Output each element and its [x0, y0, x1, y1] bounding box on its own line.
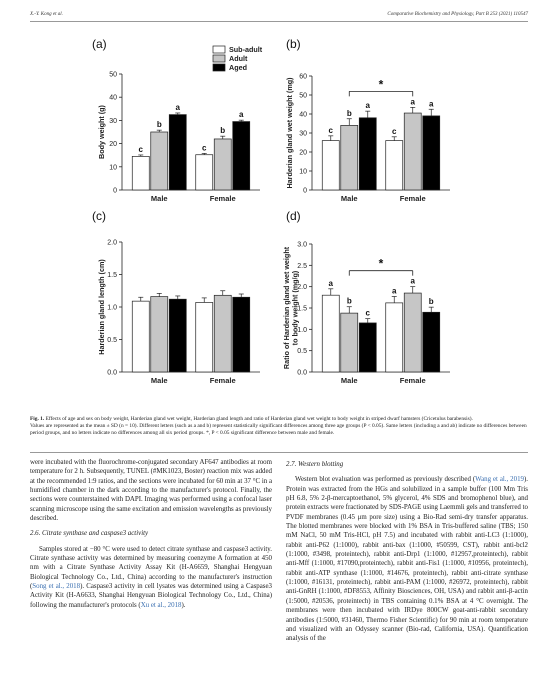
- y-tick-label: 2.5: [297, 262, 307, 270]
- running-header-journal: Comparative Biochemistry and Physiology, Part B 253 (2021) 110547: [387, 12, 528, 17]
- chart-panel-4: [282, 209, 450, 385]
- y-tick-label: 0.5: [107, 337, 117, 344]
- significance-letter: b: [428, 297, 434, 307]
- y-tick-label: 30: [109, 117, 117, 125]
- bar: [359, 118, 376, 190]
- y-tick-label: 60: [299, 73, 307, 81]
- y-tick-label: 2.0: [107, 239, 117, 247]
- panel-label: (a): [92, 37, 107, 51]
- bar: [151, 297, 168, 372]
- significance-letter: a: [429, 99, 434, 109]
- legend-label: Adult: [229, 54, 248, 63]
- significance-letter: c: [202, 143, 207, 153]
- legend-label: Aged: [229, 63, 247, 72]
- section-heading-2-7: 2.7. Western blotting: [286, 461, 344, 468]
- significance-letter: c: [392, 126, 397, 136]
- chart-panel-2: [285, 37, 450, 203]
- bar: [196, 302, 213, 372]
- x-tick-label: Male: [340, 376, 358, 385]
- chart-panel-3: [92, 209, 260, 385]
- citation-link[interactable]: Song et al., 2018: [32, 583, 81, 591]
- significance-letter: a: [410, 276, 415, 286]
- y-tick-label: 40: [109, 94, 117, 102]
- panel-label: (b): [286, 37, 301, 51]
- significance-letter: a: [365, 101, 370, 111]
- right-column: [286, 458, 528, 644]
- bar: [169, 115, 186, 190]
- significance-letter: a: [392, 286, 397, 296]
- bar: [196, 155, 213, 190]
- caption-label: Fig. 1.: [30, 416, 45, 422]
- figure-1: [0, 24, 558, 424]
- figure-legend: [213, 45, 263, 72]
- paragraph: were incubated with the fluorochrome-conjugated secondary AF647 antibodies at room temperature for 2 h. Subsequently, TUNEL (#MK1023, Boster) reaction mix was added at the recommended 1:9 ratios, and the sections were incubated for 60 min at 37 °C in a humidified chamber in the dark according to the manufacturer's protocol. Finally, the sections were counterstained with DAPI. Imaging was performed using a confocal laser scanning microscope using the same excitation and emission wavelengths as previously described.: [30, 459, 272, 523]
- significance-letter: a: [175, 102, 180, 112]
- bar: [404, 113, 421, 190]
- y-axis-label: Harderian gland length (cm): [97, 259, 106, 355]
- legend-swatch: [213, 46, 225, 53]
- paragraph: Western blot evaluation was performed as previously described (Wang et al., 2019). Protein was extracted from the HGs and solubilized in a sample buffer (100 Mm Tris pH 6.8, 5% 2-β-mercaptoethanol, 5% glycerol, 4% SDS and bromophenol blue), and protein extracts were fractionated by SDS-PAGE using Laemmli gels and transferred to PVDF membranes (0.45 μm pore size) using a Bio-Rad semi-dry transfer apparatus. The blotted membranes were blocked with 1% BSA in Tris-buffered saline (TBS; 150 mM NaCl, 50 mM Tris-HCl, pH 7.5) and incubated with rabbit anti-LC3 (1:1000), rabbit anti-P62 (1:1000), rabbit anti-bax (1:1000, #50599, CST), rabbit anti-bcl2 (1:1000, #3498, proteintech), rabbit anti-Drp1 (1:1000, #12957,proteintech), rabbit anti-Mff (1:1000, #17090,proteintech), rabbit anti-Fis1 (1:1000, #10956, proteintech), rabbit anti-ATP synthase (1:1000, #14676, proteintech), rabbit anti-citrate synthase (1:1000, #16131, proteintech), rabbit anti-PAM (1:1000, #26972, proteintech), rabbit anti-GnRH (1:1000, #DF8553, Affinity Biosciences, OH, USA) and rabbit anti-β-actin (1:5000, #20536, proteintech) in TBS containing 0.1% BSA at 4 °C overnight. The membranes were then incubated with IRDye 800CW goat-anti-rabbit secondary antibodies (1:5000, #31460, Thermo Fisher Scientific) for 90 min at room temperature and visualized with an Odyssey scanner (Bio-rad, California, USA). Quantification analysis of the: [286, 476, 528, 643]
- x-tick-label: Male: [150, 376, 168, 385]
- figure-caption: [30, 416, 528, 437]
- section-heading-2-6: 2.6. Citrate synthase and caspase3 activity: [30, 530, 149, 538]
- y-tick-label: 30: [299, 130, 307, 138]
- bar: [233, 122, 250, 190]
- significance-letter: c: [328, 125, 333, 135]
- panel-label: (c): [92, 209, 106, 223]
- significance-letter: a: [239, 110, 244, 120]
- y-axis-label: Ratio of Harderian gland wet weightto body weight (mg/g): [282, 246, 300, 370]
- y-tick-label: 0.5: [297, 348, 307, 356]
- bar: [132, 301, 149, 372]
- citation-link[interactable]: Xu et al., 2018: [140, 601, 182, 609]
- y-tick-label: 3.0: [297, 241, 307, 249]
- bar: [341, 313, 358, 372]
- y-tick-label: 0: [303, 187, 307, 195]
- bar: [322, 295, 339, 372]
- significance-star: *: [378, 256, 384, 271]
- significance-letter: a: [328, 278, 333, 288]
- caption-note: Values are represented as the mean ± SD (n = 10). Different letters (such as a and b) represent statistically significant differences among three age groups (P < 0.05). Same letters (including a and ab) indicate no differences between period groups, and no letters indicate no differences among all six period groups. *, P < 0.05 significant difference between male and female.: [30, 423, 527, 436]
- y-tick-label: 20: [109, 141, 117, 149]
- citation-link[interactable]: Wang et al., 2019: [475, 476, 524, 484]
- y-tick-label: 1.5: [107, 272, 117, 279]
- legend-swatch: [213, 64, 225, 71]
- significance-letter: b: [346, 296, 352, 306]
- bar: [214, 139, 231, 190]
- bar: [386, 141, 403, 190]
- header-rule: [30, 21, 528, 22]
- y-tick-label: 10: [109, 164, 117, 172]
- bar: [423, 312, 440, 372]
- bar: [214, 295, 231, 372]
- running-header-authors: X.-Y. Kong et al.: [30, 12, 63, 17]
- y-tick-label: 40: [299, 111, 307, 119]
- y-tick-label: 0.0: [297, 369, 307, 377]
- panel-label: (d): [286, 209, 301, 223]
- y-tick-label: 20: [299, 149, 307, 157]
- bar: [132, 156, 149, 190]
- x-tick-label: Female: [399, 376, 426, 385]
- y-tick-label: 2.0: [297, 284, 307, 292]
- legend-label: Sub-adult: [229, 45, 263, 54]
- y-tick-label: 1.0: [297, 326, 307, 334]
- y-tick-label: 50: [299, 92, 307, 100]
- bar: [423, 116, 440, 190]
- x-tick-label: Female: [209, 376, 236, 385]
- significance-letter: b: [346, 108, 352, 118]
- x-tick-label: Female: [399, 194, 426, 203]
- x-tick-label: Male: [150, 194, 168, 203]
- left-column: [30, 458, 272, 610]
- bar: [386, 303, 403, 372]
- significance-letter: a: [410, 97, 415, 107]
- bar: [169, 299, 186, 372]
- y-tick-label: 1.5: [297, 305, 307, 313]
- bar: [233, 297, 250, 372]
- y-tick-label: 50: [109, 71, 117, 79]
- y-tick-label: 10: [299, 168, 307, 176]
- paragraph: Samples stored at −80 °C were used to detect citrate synthase and caspase3 activity. Citrate synthase activity was determined by measuring coenzyme A formation at 450 nm with a Citrate Synthase Activity Assay Kit (H-A6659, Shanghai Hengyuan Biological Technology Co., Ltd., China) according to the manufacturer's instruction (Song et al., 2018). Caspase3 activity in cell lysates was determined using a Caspase3 Activity Kit (H-A6633, Shanghai Hengyuan Biological Technology Co., Ltd., China) following the manufacturer's protocols (Xu et al., 2018).: [30, 545, 272, 609]
- x-tick-label: Female: [209, 194, 236, 203]
- significance-letter: b: [156, 120, 162, 130]
- significance-letter: c: [138, 144, 143, 154]
- bar: [404, 293, 421, 372]
- caption-text: Effects of age and sex on body weight, Harderian gland wet weight, Harderian gland length and ratio of Harderian gland wet weight to body weight in striped dwarf hamsters (Cricetulus barabensis).: [44, 416, 473, 422]
- bar: [322, 141, 339, 190]
- y-axis-label: Body weight (g): [97, 105, 106, 159]
- significance-letter: c: [365, 308, 370, 318]
- legend-swatch: [213, 55, 225, 62]
- y-tick-label: 0: [113, 187, 117, 195]
- significance-letter: b: [220, 126, 226, 136]
- caption-rule: [30, 452, 528, 453]
- significance-star: *: [378, 77, 384, 92]
- y-tick-label: 0.0: [107, 369, 117, 377]
- y-tick-label: 1.0: [107, 304, 117, 312]
- bar: [359, 323, 376, 372]
- bar: [151, 132, 168, 190]
- bar: [341, 125, 358, 190]
- x-tick-label: Male: [340, 194, 358, 203]
- y-axis-label: Harderian gland wet weight (mg): [285, 77, 294, 189]
